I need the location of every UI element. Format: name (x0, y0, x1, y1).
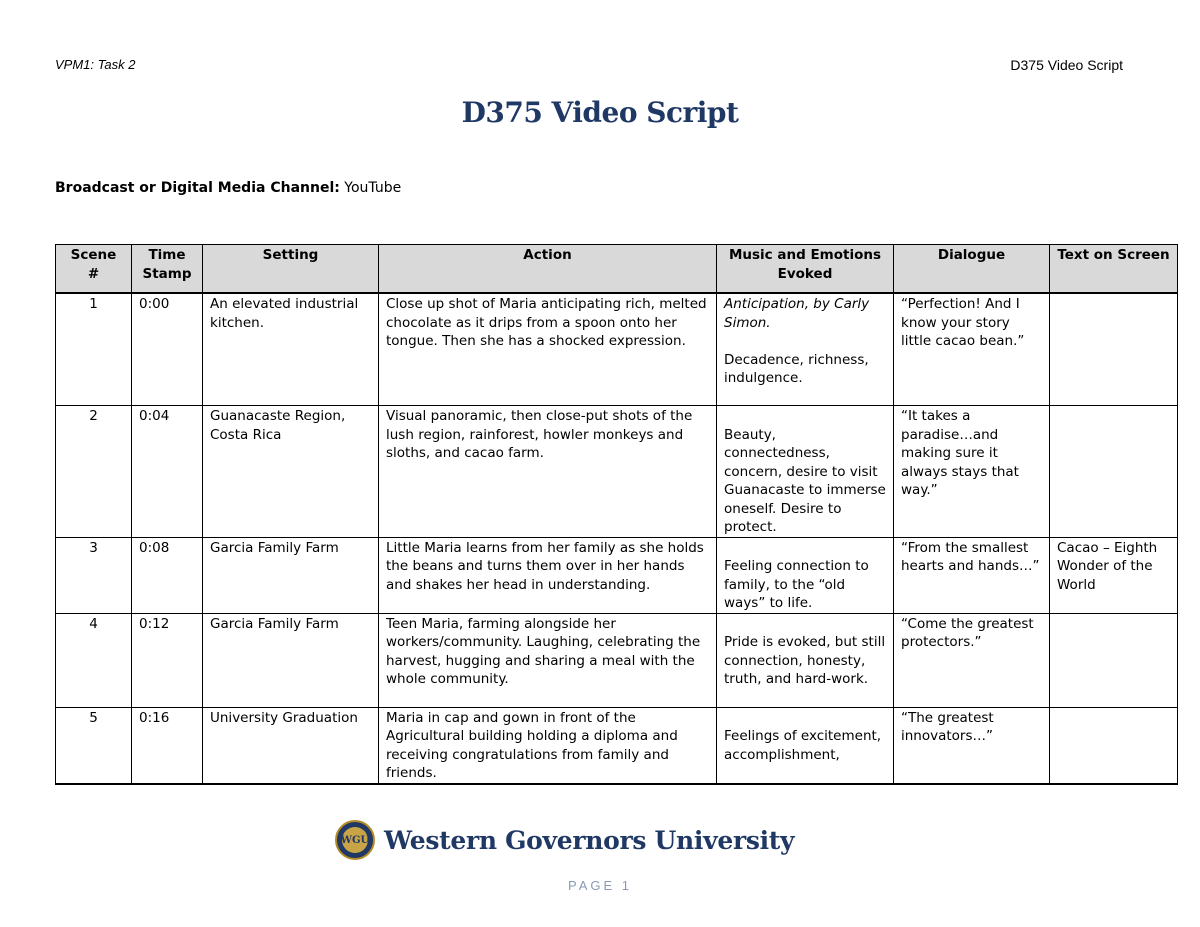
setting-cell: University Graduation (203, 707, 379, 784)
scene-cell: 5 (56, 707, 132, 784)
dialogue-cell: “From the smallest hearts and hands…” (894, 537, 1050, 613)
text-on-screen-cell: Cacao – Eighth Wonder of the World (1050, 537, 1178, 613)
music-cell (717, 293, 894, 406)
header-doc-label: D375 Video Script (1010, 57, 1123, 73)
action-cell: Visual panoramic, then close-put shots of the lush region, rainforest, howler monkeys and sloths, and cacao farm. (379, 406, 717, 538)
music-cell (717, 406, 894, 538)
scene-cell: 2 (56, 406, 132, 538)
emotions-text: Feelings of excitement, accomplishment, (724, 728, 882, 763)
table-row (56, 707, 1178, 784)
text-on-screen-cell (1050, 613, 1178, 707)
setting-cell: Garcia Family Farm (203, 613, 379, 707)
text-on-screen-cell (1050, 406, 1178, 538)
table-header-row (56, 245, 1178, 294)
channel-value: YouTube (344, 180, 402, 196)
song-title: Anticipation, by Carly Simon. (724, 296, 870, 331)
scene-cell: 4 (56, 613, 132, 707)
action-cell: Maria in cap and gown in front of the Agricultural building holding a diploma and receiving congratulations from family and friends. (379, 707, 717, 784)
text-on-screen-cell (1050, 707, 1178, 784)
scene-cell: 1 (56, 293, 132, 406)
table-row (56, 613, 1178, 707)
seal-monogram: WGU (342, 827, 368, 853)
time-cell: 0:12 (132, 613, 203, 707)
music-cell (717, 613, 894, 707)
emotions-text: Pride is evoked, but still connection, honesty, truth, and hard-work. (724, 634, 886, 687)
text-on-screen-cell (1050, 293, 1178, 406)
table-row (56, 406, 1178, 538)
header-setting: Setting (203, 245, 379, 294)
music-cell (717, 707, 894, 784)
dialogue-cell: “Perfection! And I know your story little cacao bean.” (894, 293, 1050, 406)
action-cell: Close up shot of Maria anticipating rich, melted chocolate as it drips from a spoon onto her tongue. Then she has a shocked expression. (379, 293, 717, 406)
action-cell: Teen Maria, farming alongside her workers/community. Laughing, celebrating the harvest, hugging and sharing a meal with the whole community. (379, 613, 717, 707)
header-time: Time Stamp (132, 245, 203, 294)
emotions-text: Beauty, connectedness, concern, desire to visit Guanacaste to immerse oneself. Desire to protect. (724, 426, 886, 535)
time-cell: 0:16 (132, 707, 203, 784)
table-row (56, 537, 1178, 613)
action-cell: Little Maria learns from her family as she holds the beans and turns them over in her hands and shakes her head in understanding. (379, 537, 717, 613)
time-cell: 0:00 (132, 293, 203, 406)
header-text-on-screen: Text on Screen (1050, 245, 1178, 294)
header-task-label: VPM1: Task 2 (55, 57, 136, 72)
music-cell (717, 537, 894, 613)
table-row (56, 293, 1178, 406)
setting-cell: Garcia Family Farm (203, 537, 379, 613)
header-scene: Scene # (56, 245, 132, 294)
dialogue-cell: “It takes a paradise…and making sure it always stays that way.” (894, 406, 1050, 538)
header-action: Action (379, 245, 717, 294)
emotions-text: Decadence, richness, indulgence. (724, 351, 869, 386)
wgu-logo (335, 818, 835, 862)
video-script-table (55, 244, 1178, 785)
page-title: D375 Video Script (461, 96, 739, 129)
dialogue-cell: “Come the greatest protectors.” (894, 613, 1050, 707)
page-number: PAGE 1 (567, 878, 632, 893)
dialogue-cell: “The greatest innovators…” (894, 707, 1050, 784)
wgu-seal-icon (335, 820, 375, 860)
scene-cell: 3 (56, 537, 132, 613)
university-name: Western Governors University (384, 825, 795, 855)
header-dialogue: Dialogue (894, 245, 1050, 294)
setting-cell: An elevated industrial kitchen. (203, 293, 379, 406)
channel-line (55, 180, 401, 196)
setting-cell: Guanacaste Region, Costa Rica (203, 406, 379, 538)
header-music: Music and Emotions Evoked (717, 245, 894, 294)
channel-label: Broadcast or Digital Media Channel: (55, 180, 340, 196)
time-cell: 0:04 (132, 406, 203, 538)
emotions-text: Feeling connection to family, to the “old ways” to life. (724, 558, 869, 611)
time-cell: 0:08 (132, 537, 203, 613)
